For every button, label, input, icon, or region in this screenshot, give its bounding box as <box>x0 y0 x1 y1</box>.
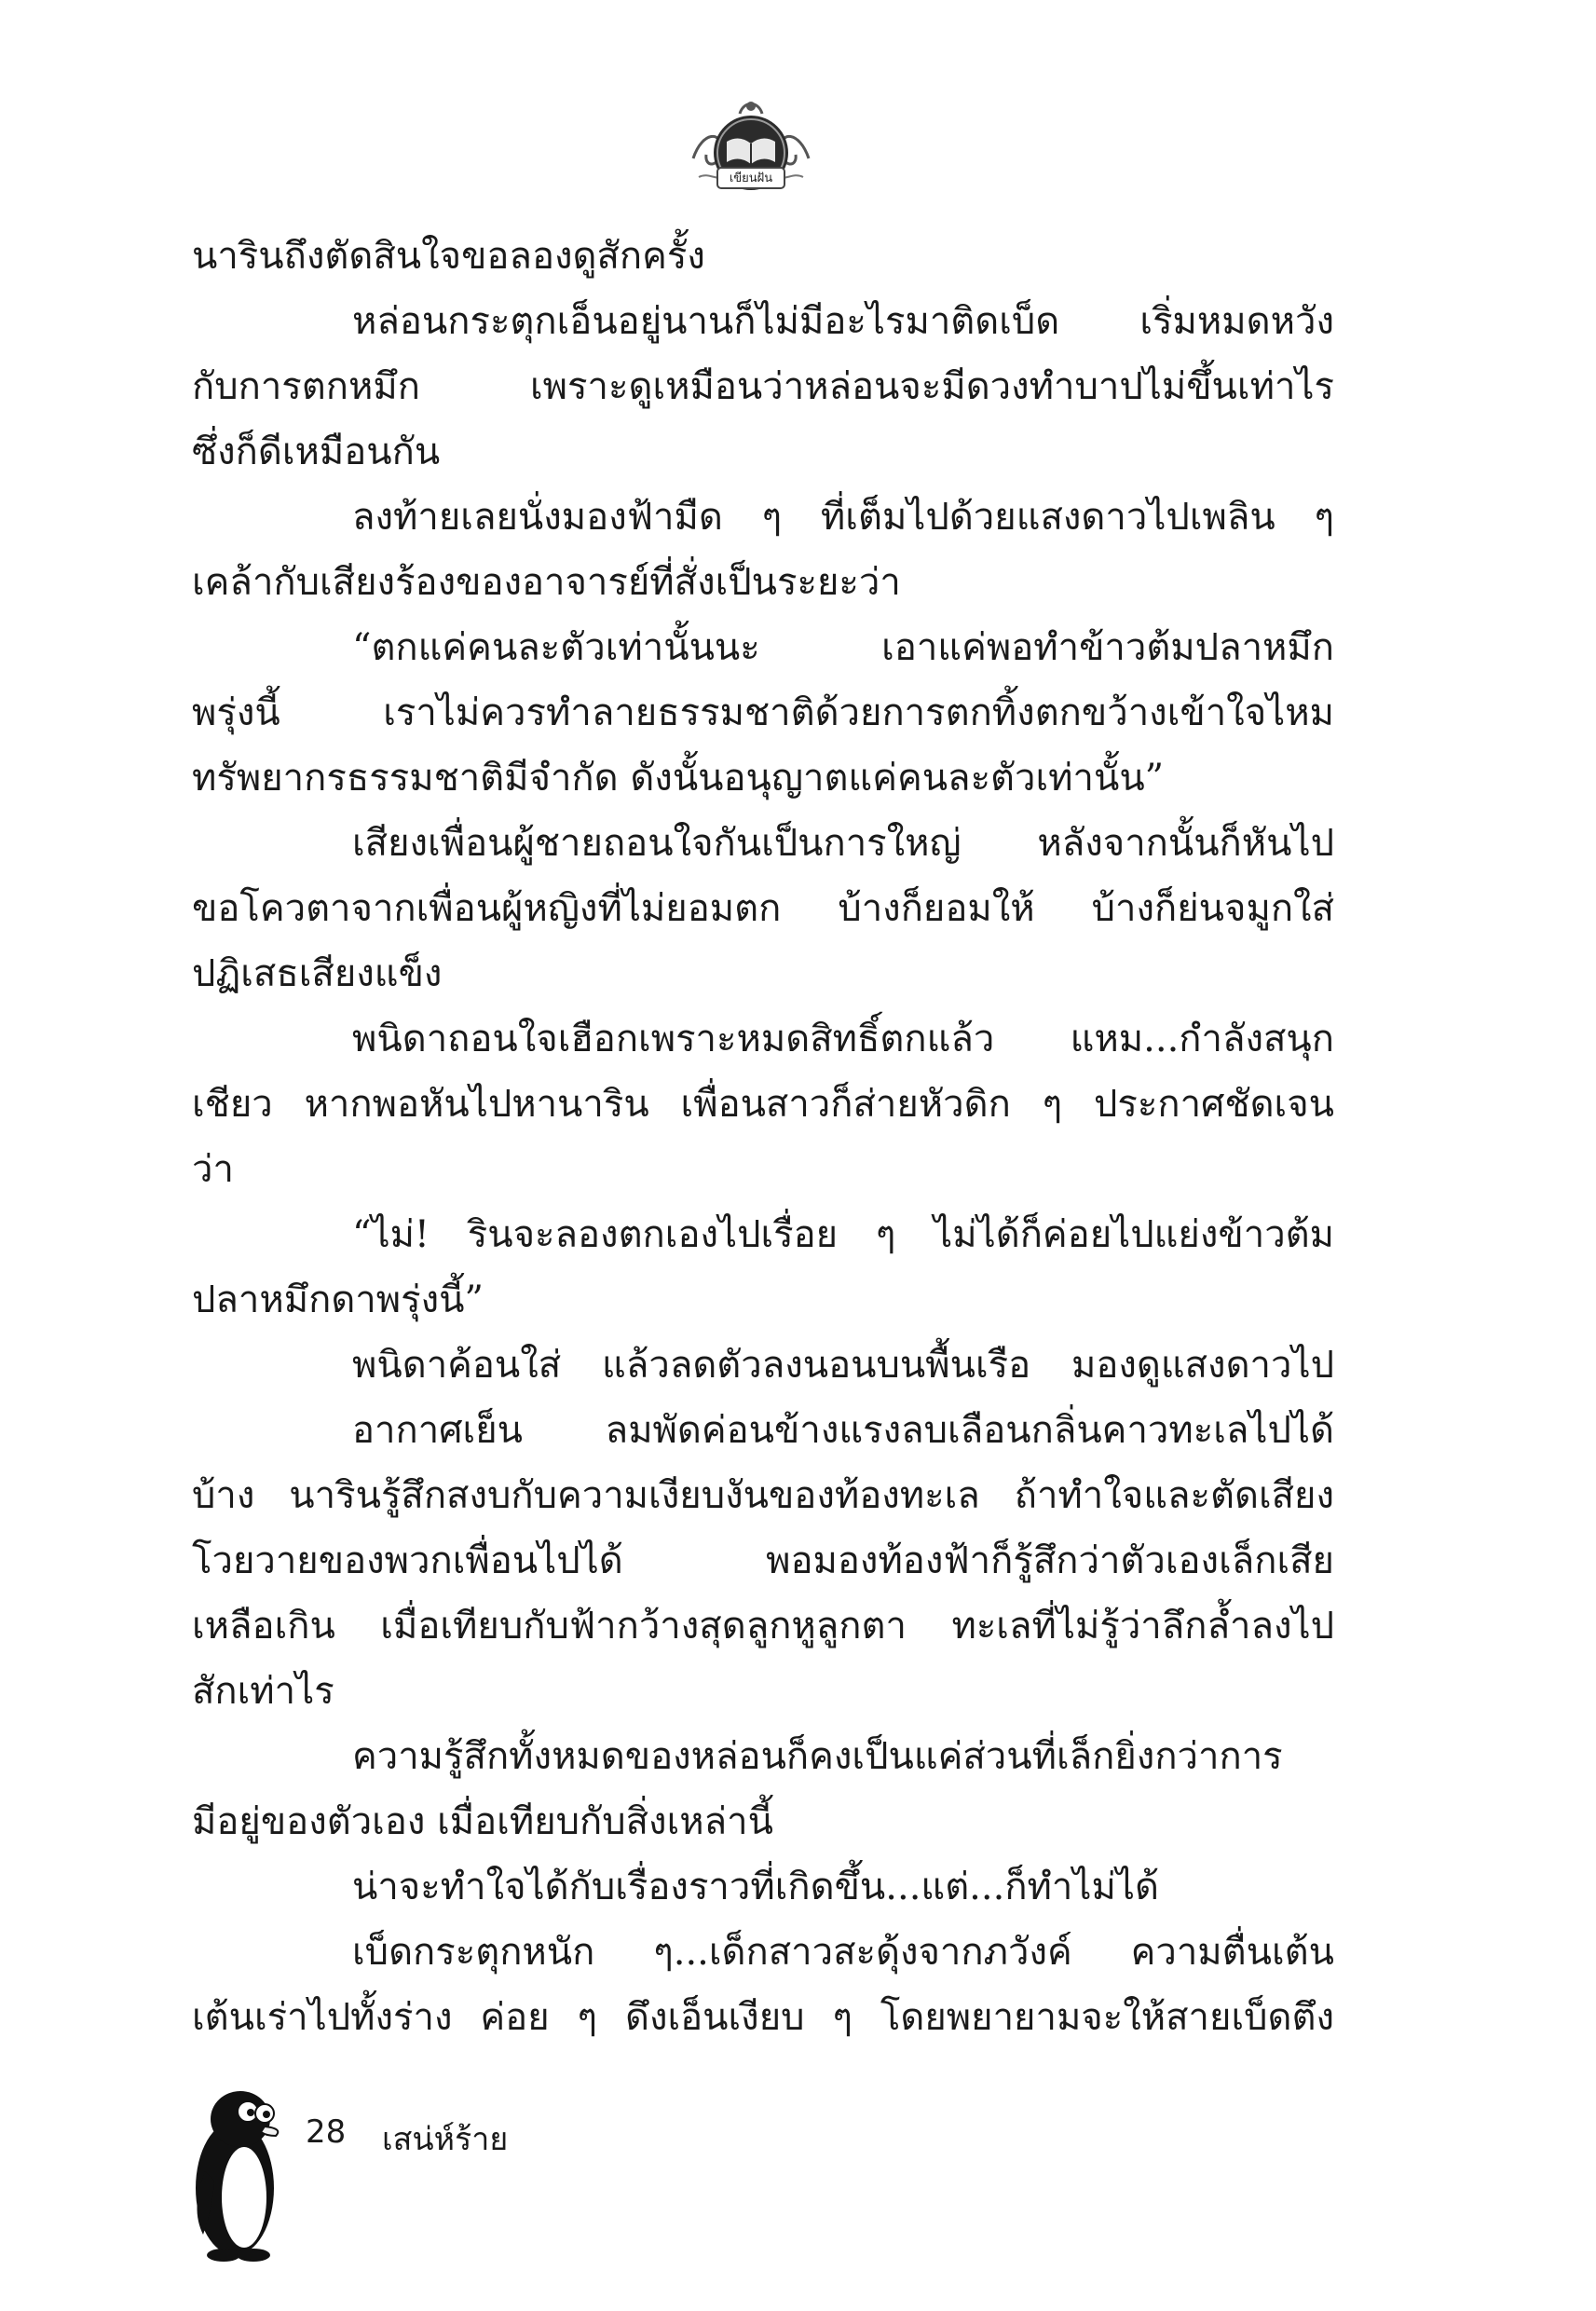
page-footer <box>186 2078 745 2264</box>
text-line: ความรู้สึกทั้งหมดของหล่อนก็คงเป็นแค่ส่วนที่เล็กยิ่งกว่าการ <box>352 1735 1283 1778</box>
text-line: กับการตกหมึก เพราะดูเหมือนว่าหล่อนจะมีดวงทำบาปไม่ขึ้นเท่าไร <box>192 365 1334 408</box>
text-line: สักเท่าไร <box>192 1670 334 1713</box>
text-line: พรุ่งนี้ เราไม่ควรทำลายธรรมชาติด้วยการตกทิ้งตกขว้างเข้าใจไหม <box>192 691 1334 734</box>
text-line: ปฏิเสธเสียงแข็ง <box>192 952 443 995</box>
text-line: โวยวายของพวกเพื่อนไปได้ พอมองท้องฟ้าก็รู้สึกว่าตัวเองเล็กเสีย <box>192 1539 1334 1582</box>
text-line: ทรัพยากรธรรมชาติมีจำกัด ดังนั้นอนุญาตแค่คนละตัวเท่านั้น” <box>192 757 1165 800</box>
body-text <box>192 224 1334 2050</box>
logo-text: เขียนฝัน <box>729 171 773 185</box>
text-line: เชียว หากพอหันไปหานาริน เพื่อนสาวก็ส่ายหัวดิก ๆ ประกาศชัดเจน <box>192 1083 1334 1126</box>
text-line: บ้าง นารินรู้สึกสงบกับความเงียบงันของท้องทะเล ถ้าทำใจและตัดเสียง <box>192 1474 1334 1517</box>
text-line: เสียงเพื่อนผู้ชายถอนใจกันเป็นการใหญ่ หลังจากนั้นก็หันไป <box>352 822 1334 865</box>
text-line: เบ็ดกระตุกหนัก ๆ...เด็กสาวสะดุ้งจากภวังค์ ความตื่นเต้น <box>352 1931 1334 1974</box>
text-line: ขอโควตาจากเพื่อนผู้หญิงที่ไม่ยอมตก บ้างก็ยอมให้ บ้างก็ย่นจมูกใส่ <box>192 887 1334 930</box>
text-line: มีอยู่ของตัวเอง เมื่อเทียบกับสิ่งเหล่านี้ <box>192 1800 773 1843</box>
text-line: ซึ่งก็ดีเหมือนกัน <box>192 431 441 473</box>
text-line: เหลือเกิน เมื่อเทียบกับฟ้ากว้างสุดลูกหูลูกตา ทะเลที่ไม่รู้ว่าลึกล้ำลงไป <box>192 1605 1334 1648</box>
text-line: หล่อนกระตุกเอ็นอยู่นานก็ไม่มีอะไรมาติดเบ็ด เริ่มหมดหวัง <box>352 300 1334 343</box>
text-line: “ไม่! รินจะลองตกเองไปเรื่อย ๆ ไม่ได้ก็ค่อยไปแย่งข้าวต้ม <box>352 1213 1334 1256</box>
penguin-icon <box>186 2078 291 2264</box>
text-line: พนิดาค้อนใส่ แล้วลดตัวลงนอนบนพื้นเรือ มองดูแสงดาวไป <box>352 1344 1334 1387</box>
text-line: พนิดาถอนใจเฮือกเพราะหมดสิทธิ์ตกแล้ว แหม...กำลังสนุก <box>352 1018 1334 1060</box>
text-line: “ตกแค่คนละตัวเท่านั้นนะ เอาแค่พอทำข้าวต้มปลาหมึก <box>352 626 1334 669</box>
text-line: เต้นเร่าไปทั้งร่าง ค่อย ๆ ดึงเอ็นเงียบ ๆ โดยพยายามจะให้สายเบ็ดตึง <box>192 1996 1334 2039</box>
text-line: ลงท้ายเลยนั่งมองฟ้ามืด ๆ ที่เต็มไปด้วยแสงดาวไปเพลิน ๆ <box>352 496 1334 539</box>
text-line: เคล้ากับเสียงร้องของอาจารย์ที่สั่งเป็นระยะว่า <box>192 561 901 604</box>
page-number: 28 <box>306 2113 347 2151</box>
text-line: อากาศเย็น ลมพัดค่อนข้างแรงลบเลือนกลิ่นคาวทะเลไปได้ <box>352 1409 1334 1452</box>
text-line: นารินถึงตัดสินใจขอลองดูสักครั้ง <box>192 235 705 278</box>
book-title: เสน่ห์ร้าย <box>382 2121 509 2158</box>
text-line: ว่า <box>192 1148 234 1191</box>
text-line: ปลาหมึกดาพรุ่งนี้” <box>192 1279 484 1321</box>
header-logo <box>686 93 816 205</box>
text-line: น่าจะทำใจได้กับเรื่องราวที่เกิดขึ้น...แต่...ก็ทำไม่ได้ <box>352 1866 1159 1908</box>
